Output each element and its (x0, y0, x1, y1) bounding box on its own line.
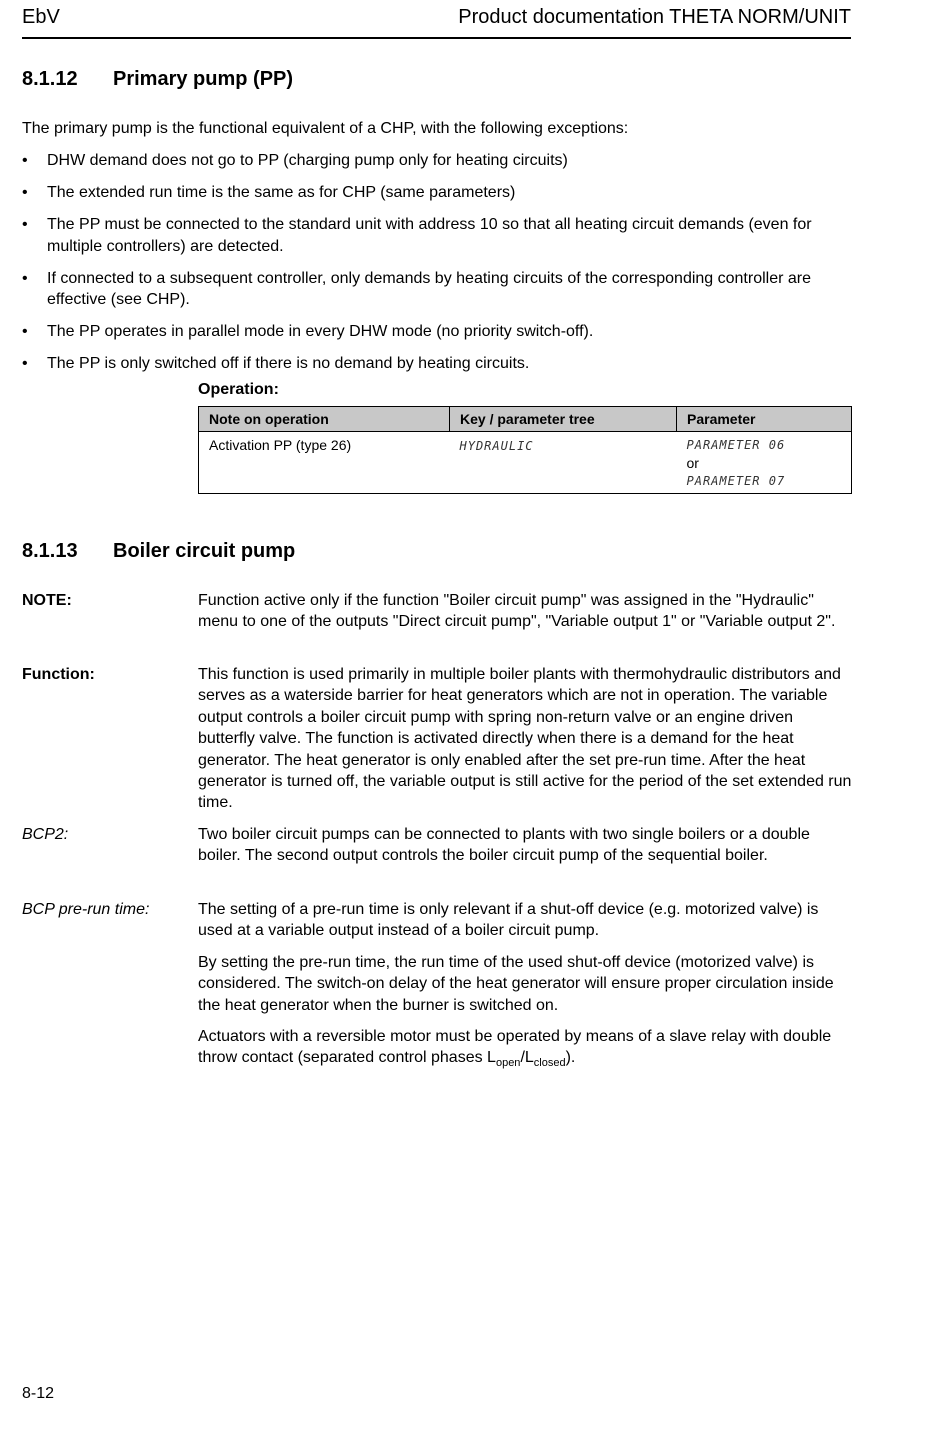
section-number: 8.1.12 (22, 68, 78, 90)
list-item: • If connected to a subsequent controller, only demands by heating circuits of the corresponding controller are effective (see CHP). (22, 269, 812, 308)
header-left: EbV (22, 6, 60, 28)
function-label: Function: (22, 666, 95, 683)
lcd-parameter-1: PARAMETER 06 (686, 438, 786, 452)
page-number: 8-12 (22, 1385, 55, 1402)
function-text: This function is used primarily in multiple boiler plants with thermohydraulic distributors and serves as a waterside barrier for heat generators which are not in operation. The variable output controls a boiler circuit pump with spring non-return valve or an engine driven butterfly valve. The function is activated directly when there is a demand for the heat generator. The heat generator is only enabled after the set pre-run time. After the heat generator is turned off, the variable output is still active for the period of the set extended run time. (198, 666, 852, 812)
or-text: or (686, 455, 699, 471)
intro-paragraph: The primary pump is the functional equivalent of a CHP, with the following exceptions: (22, 120, 629, 137)
prerun-text-2: By setting the pre-run time, the run time of the used shut-off device (motorized valve) is considered. The switch-on delay of the heat generator will ensure proper circulation inside the heat generator when the burner is switched on. (198, 954, 834, 1014)
bullet-icon: • (22, 355, 28, 372)
bullet-icon: • (22, 184, 28, 201)
note-label: NOTE: (22, 592, 72, 609)
bcp2-text: Two boiler circuit pumps can be connected to plants with two single boilers or a double boiler. The second output controls the boiler circuit pump of the sequential boiler. (198, 826, 810, 865)
operation-table (198, 406, 852, 494)
lcd-parameter-2: PARAMETER 07 (686, 474, 786, 488)
operation-label: Operation: (198, 381, 279, 398)
table-header: Parameter (677, 407, 852, 432)
section-number: 8.1.13 (22, 540, 78, 562)
table-header: Note on operation (199, 407, 450, 432)
section-title: Primary pump (PP) (113, 68, 294, 90)
table-cell-parameter (677, 432, 852, 494)
table-cell-note: Activation PP (type 26) (199, 432, 450, 494)
header-divider (22, 37, 851, 39)
prerun-text-3: Actuators with a reversible motor must be operated by means of a slave relay with double throw contact (separated control phases $L_{open}/L_{closed}$). (198, 1028, 832, 1070)
list-item: • The PP must be connected to the standard unit with address 10 so that all heating circuit demands (even for multiple controllers) are detected. (22, 216, 812, 255)
table-header-row (199, 407, 852, 432)
bcp2-label: BCP2: (22, 826, 69, 843)
table-row (199, 432, 852, 494)
prerun-text-1: The setting of a pre-run time is only relevant if a shut-off device (e.g. motorized valve) is used at a variable output instead of a boiler circuit pump. (198, 901, 819, 940)
exceptions-list (22, 150, 852, 385)
prerun-label: BCP pre-run time: (22, 901, 150, 918)
bullet-icon: • (22, 216, 28, 233)
note-text: Function active only if the function "Boiler circuit pump" was assigned in the "Hydraulic" menu to one of the outputs "Direct circuit pump", "Variable output 1" or "Variable output 2". (198, 592, 836, 631)
lcd-key-text: HYDRAULIC (459, 439, 534, 453)
table-header: Key / parameter tree (450, 407, 677, 432)
bullet-icon: • (22, 152, 28, 169)
bullet-icon: • (22, 269, 28, 287)
header-title: Product documentation THETA NORM/UNIT (458, 6, 851, 28)
bullet-icon: • (22, 323, 28, 340)
table-cell-key (450, 432, 677, 494)
section-title: Boiler circuit pump (113, 540, 296, 562)
list-item: • The PP is only switched off if there is no demand by heating circuits. (22, 353, 852, 375)
list-item: • The extended run time is the same as for CHP (same parameters) (22, 182, 852, 204)
list-item: • DHW demand does not go to PP (charging pump only for heating circuits) (22, 150, 852, 172)
list-item: • The PP operates in parallel mode in every DHW mode (no priority switch-off). (22, 321, 852, 343)
